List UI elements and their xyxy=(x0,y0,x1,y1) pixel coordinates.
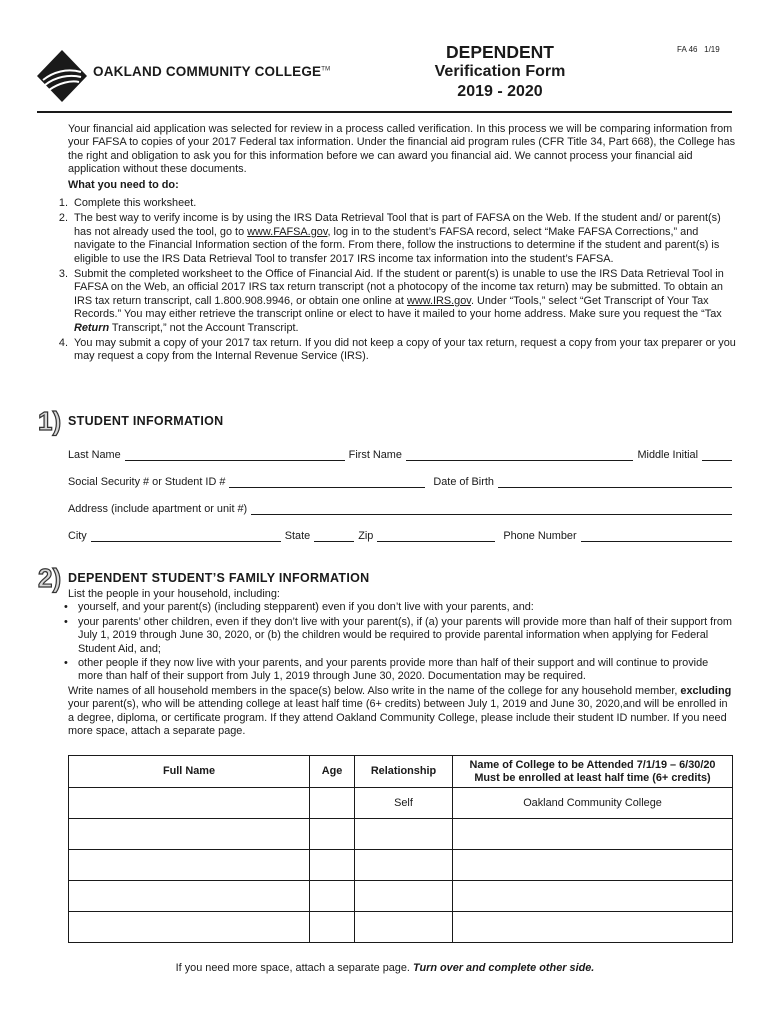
table-row xyxy=(69,788,733,819)
state-label: State xyxy=(284,530,311,542)
name-cell[interactable] xyxy=(69,881,310,912)
college-cell[interactable] xyxy=(453,881,733,912)
bullet-item: • your parents’ other children, even if they don’t live with your parent(s), if (a) your parents will provide more than half of their support from July 1, 2019 through June 30, 2020, or (b) the children would be required to provide parental information when applying for Federal Student Aid, and; xyxy=(64,615,732,655)
age-cell[interactable] xyxy=(310,850,355,881)
phone-label: Phone Number xyxy=(503,530,577,542)
title-dependent: DEPENDENT xyxy=(446,42,554,62)
section-1-number: 1) xyxy=(38,406,62,436)
title-year: 2019 - 2020 xyxy=(457,83,543,100)
relationship-cell[interactable] xyxy=(355,912,453,943)
title-verification-form: Verification Form xyxy=(434,63,566,80)
phone-field[interactable] xyxy=(581,531,732,542)
table-row xyxy=(69,850,733,881)
header-college: Name of College to be Attended 7/1/19 – 6/30/20 Must be enrolled at least half time (6+ credits) xyxy=(453,756,733,788)
name-cell[interactable] xyxy=(69,788,310,819)
college-cell[interactable] xyxy=(453,912,733,943)
step-3 xyxy=(40,268,736,335)
header-full-name: Full Name xyxy=(69,756,310,788)
step-text: The best way to verify income is by using the IRS Data Retrieval Tool that is part of FAFSA on the Web. If the student and/ or parent(s) has not already used the tool, go to www.FAFSA.gov, log in to the student’s FAFSA record, select “Make FAFSA Corrections,” and navigate to the Financial Information section of the form. From there, follow the instructions to determine if the student and parent(s) is eligible to use the IRS Data Retrieval Tool to transfer 2017 IRS income tax information into the student’s FAFSA. xyxy=(74,212,721,265)
step-number: 4. xyxy=(58,337,68,350)
age-cell[interactable] xyxy=(310,881,355,912)
city-label: City xyxy=(68,530,87,542)
relationship-cell[interactable] xyxy=(355,881,453,912)
step-number: 3. xyxy=(58,268,68,281)
intro-paragraph: Your financial aid application was selected for review in a process called verification. In this process we will be comparing information from your FAFSA to copies of your 2017 Federal tax information. Under the financial aid program rules (CFR Title 34, Part 668), the College has the right and obligation to ask you for this information before we can award you financial aid. We cannot process your financial aid application without these documents. xyxy=(68,123,736,176)
step-2 xyxy=(40,212,736,266)
name-cell[interactable] xyxy=(69,819,310,850)
table-row xyxy=(69,912,733,943)
step-number: 1. xyxy=(58,197,68,209)
step-4 xyxy=(40,337,736,364)
household-table xyxy=(68,755,733,943)
header-relationship: Relationship xyxy=(355,756,453,788)
step-1 xyxy=(40,197,736,210)
step-number: 2. xyxy=(58,212,68,225)
age-cell[interactable] xyxy=(310,912,355,943)
id-row xyxy=(68,476,732,488)
household-instructions xyxy=(62,588,734,738)
relationship-cell[interactable] xyxy=(355,850,453,881)
college-name: OAKLAND COMMUNITY COLLEGE™ xyxy=(93,64,331,79)
college-logo-icon xyxy=(37,50,87,102)
step-text: You may submit a copy of your 2017 tax return. If you did not keep a copy of your tax return, request a copy from your tax preparer or you may request a copy from the Internal Revenue Service (IRS). xyxy=(74,337,736,363)
step-text: Submit the completed worksheet to the Office of Financial Aid. If the student or parent(s) is unable to use the IRS Data Retrieval Tool in FAFSA on the Web, an official 2017 IRS tax return transcript (not a photocopy of the income tax return) may be submitted. To obtain an IRS tax return transcript, call 1.800.908.9946, or obtain one online at www.IRS.gov. Under “Tools,” select “Get Transcript of Your Tax Records.” You may either retrieve the transcript online or elect to have it mailed to your home address. Make sure you request the “Tax Return Transcript,” not the Account Transcript. xyxy=(74,268,724,334)
zip-field[interactable] xyxy=(377,531,495,542)
address-row xyxy=(68,503,732,515)
bullet-item: • yourself, and your parent(s) (including stepparent) even if you don’t live with your parents, and: xyxy=(64,601,534,614)
header-age: Age xyxy=(310,756,355,788)
dob-field[interactable] xyxy=(498,477,732,488)
address-label: Address (include apartment or unit #) xyxy=(68,503,248,515)
age-cell[interactable] xyxy=(310,788,355,819)
footer-note: If you need more space, attach a separate page. Turn over and complete other side. xyxy=(175,962,595,974)
section-1-heading: STUDENT INFORMATION xyxy=(68,414,224,428)
college-cell[interactable] xyxy=(453,850,733,881)
college-cell[interactable] xyxy=(453,819,733,850)
list-intro: List the people in your household, including: xyxy=(68,588,280,600)
header-divider xyxy=(37,111,732,113)
city-row xyxy=(68,530,732,542)
need-heading: What you need to do: xyxy=(68,179,179,191)
college-cell: Oakland Community College xyxy=(453,788,733,819)
turn-over-note: Turn over and complete other side. xyxy=(412,962,595,974)
address-field[interactable] xyxy=(251,504,732,515)
age-cell[interactable] xyxy=(310,819,355,850)
irs-link[interactable]: www.IRS.gov xyxy=(406,294,471,307)
college-logo xyxy=(37,50,331,102)
first-name-field[interactable] xyxy=(406,450,634,461)
city-field[interactable] xyxy=(91,531,281,542)
form-number: FA 46 1/19 xyxy=(677,45,720,54)
zip-label: Zip xyxy=(358,530,374,542)
bullet-item: • other people if they now live with your parents, and your parents provide more than half of their support and will continue to provide more than half of their support from July 1, 2019 through June 30, 2020. Documentation may be required. xyxy=(64,657,709,683)
table-row xyxy=(69,881,733,912)
table-row xyxy=(69,819,733,850)
middle-initial-label: Middle Initial xyxy=(637,449,698,461)
name-cell[interactable] xyxy=(69,850,310,881)
state-field[interactable] xyxy=(314,531,354,542)
relationship-cell: Self xyxy=(355,788,453,819)
table-header-row xyxy=(69,756,733,788)
last-name-field[interactable] xyxy=(125,450,345,461)
relationship-cell[interactable] xyxy=(355,819,453,850)
section-2-number: 2) xyxy=(38,563,62,593)
form-title xyxy=(400,42,600,102)
dob-label: Date of Birth xyxy=(433,476,494,488)
first-name-label: First Name xyxy=(348,449,402,461)
write-instructions: Write names of all household members in the space(s) below. Also write in the name of the college for any household member, excluding your parent(s), who will be attending college at least half time (6+ credits) between July 1, 2019 and June 30, 2020,and will be enrolled in a degree, diploma, or certificate program. If they attend Oakland Community College, please include their student ID number. If you need more space, attach a separate page. xyxy=(68,684,732,738)
section-2-heading: DEPENDENT STUDENT’S FAMILY INFORMATION xyxy=(68,571,370,585)
last-name-label: Last Name xyxy=(68,449,121,461)
middle-initial-field[interactable] xyxy=(702,450,732,461)
name-cell[interactable] xyxy=(69,912,310,943)
name-row xyxy=(68,449,732,461)
step-text: Complete this worksheet. xyxy=(74,197,197,209)
fafsa-link[interactable]: www.FAFSA.gov xyxy=(247,225,328,238)
steps-list xyxy=(40,197,736,366)
ssn-field[interactable] xyxy=(229,477,425,488)
ssn-label: Social Security # or Student ID # xyxy=(68,476,226,488)
